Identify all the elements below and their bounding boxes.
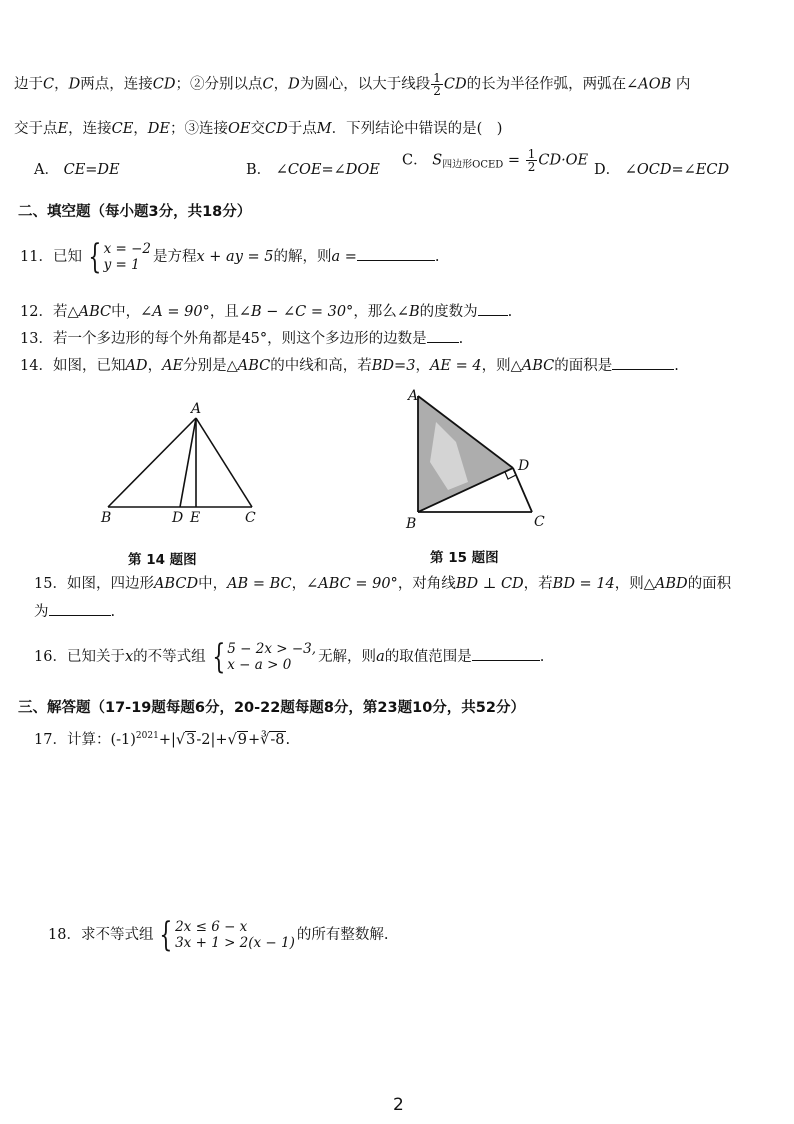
- question-13: 13．若一个多边形的每个外角都是45°，则这个多边形的边数是 .: [20, 327, 463, 348]
- figure-15: [398, 382, 558, 534]
- fig15-label-a: A: [408, 388, 419, 404]
- fig14-label-e: E: [190, 510, 201, 526]
- q10-line1: 边于C，D两点，连接CD；②分别以点C，D为圆心，以大于线段 $\frac{1}{2}$ CD的长为半径作弧，两弧在∠AOB 内: [14, 71, 691, 98]
- fig15-label-c: C: [534, 514, 545, 530]
- figure-14: [95, 395, 270, 530]
- fig15-caption: 第 15 题图: [430, 550, 499, 566]
- fig14-side-ac: [196, 418, 252, 507]
- fig14-label-a: A: [191, 401, 202, 417]
- fig15-label-d: D: [518, 458, 530, 474]
- fig14-label-d: D: [172, 510, 184, 526]
- question-17: 17．计算：$(-1)^{2021}+|√3-2|+√9+∛-8$.: [34, 731, 291, 748]
- fig14-label-c: C: [245, 510, 256, 526]
- fig15-label-b: B: [406, 516, 417, 532]
- question-12: 12．若△ABC中，∠A = 90°，且∠B − ∠C = 30°，那么∠B的度数为 .: [20, 300, 512, 321]
- question-15-line1: 15．如图，四边形ABCD中，AB = BC，∠ABC = 90°，对角线BD ⊥ CD，若BD = 14，则△ABD的面积: [34, 576, 732, 592]
- q10-line2: 交于点E，连接CE，DE；③连接OE交CD于点M．下列结论中错误的是( ): [14, 121, 503, 137]
- fig14-label-b: B: [101, 510, 112, 526]
- q10-option-a: A． CE=DE: [34, 162, 120, 178]
- fig15-side-dc: [513, 468, 532, 512]
- question-14: 14．如图，已知AD，AE分别是△ABC的中线和高，若BD=3，AE = 4，则△ABC的面积是 .: [20, 354, 679, 375]
- page-number: 2: [393, 1095, 404, 1115]
- section-3-title: 三、解答题（17-19题每题6分，20-22题每题8分，第23题10分，共52分）: [18, 700, 525, 716]
- section-2-title: 二、填空题（每小题3分，共18分）: [18, 204, 252, 220]
- q10-option-d: D． ∠OCD=∠ECD: [594, 162, 730, 178]
- question-15-line2: 为 .: [34, 600, 115, 621]
- question-11: 11．已知 { x = −2 y = 1 是方程x + ay = 5的解，则a = .: [20, 237, 440, 277]
- question-18: 18．求不等式组 { 2x ≤ 6 − x 3x + 1 > 2(x − 1) 的所有整数解.: [48, 915, 389, 955]
- question-16: 16．已知关于x的不等式组 { 5 − 2x > −3, x − a > 0 无解，则a的取值范围是 .: [34, 637, 545, 677]
- q10-option-c: C． $S_{四边形OCED}$ = $\frac{1}{2}$ CD·OE: [402, 147, 589, 174]
- fig14-caption: 第 14 题图: [128, 552, 197, 568]
- q10-option-b: B． ∠COE=∠DOE: [246, 162, 380, 178]
